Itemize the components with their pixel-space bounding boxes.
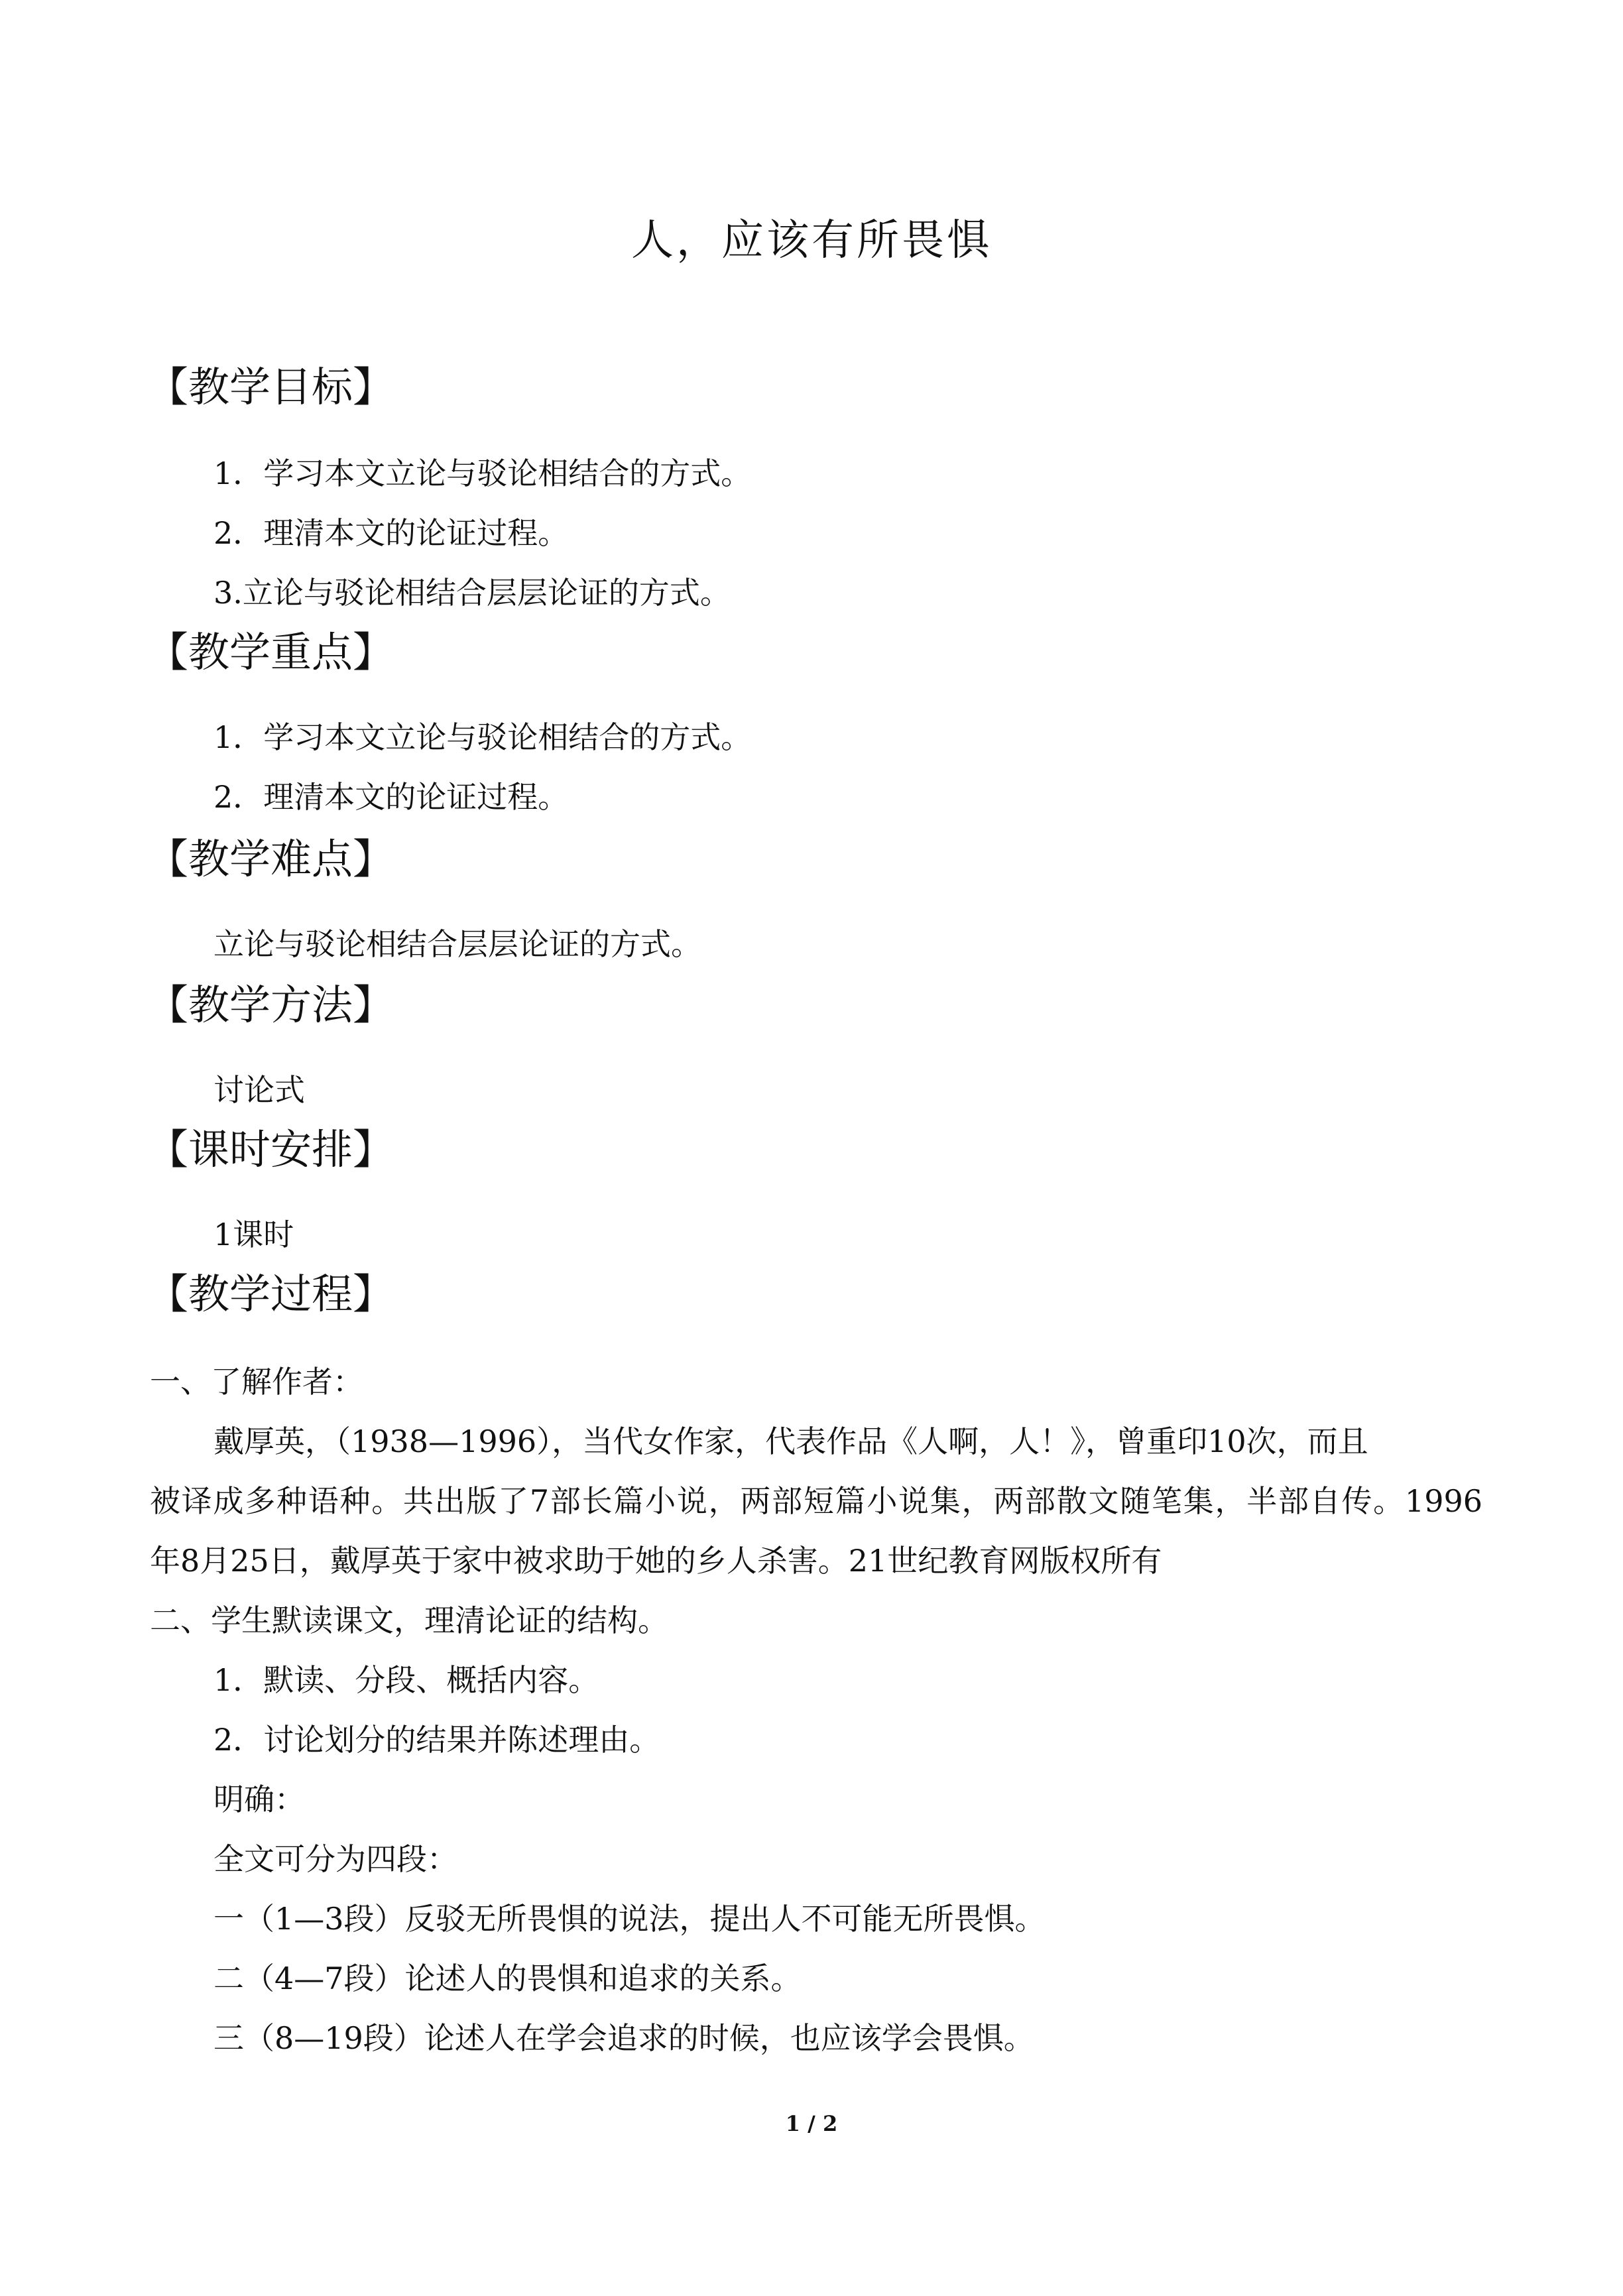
process-part2-item: 全文可分为四段： <box>213 1841 457 1877</box>
process-part1-heading: 一、了解作者： <box>150 1364 363 1400</box>
section-heading-difficulties: 【教学难点】 <box>147 835 394 883</box>
process-part2-item: 三（8—19段）论述人在学会追求的时候，也应该学会畏惧。 <box>213 2020 1034 2056</box>
section-heading-key-points: 【教学重点】 <box>147 628 394 676</box>
goal-item: 2．理清本文的论证过程。 <box>213 515 569 551</box>
process-part2-item: 2．讨论划分的结果并陈述理由。 <box>213 1722 660 1758</box>
section-heading-schedule: 【课时安排】 <box>147 1125 394 1174</box>
process-part2-item: 二（4—7段）论述人的畏惧和追求的关系。 <box>213 1961 802 1996</box>
author-paragraph-line: 被译成多种语种。共出版了7部长篇小说，两部短篇小说集，两部散文随笔集，半部自传。1996 <box>150 1483 1482 1519</box>
process-part2-item: 一（1—3段）反驳无所畏惧的说法，提出人不可能无所畏惧。 <box>213 1901 1046 1937</box>
difficulty-text: 立论与驳论相结合层层论证的方式。 <box>213 926 701 962</box>
section-heading-method: 【教学方法】 <box>147 981 394 1029</box>
method-text: 讨论式 <box>213 1072 305 1108</box>
schedule-text: 1课时 <box>213 1217 294 1252</box>
section-heading-process: 【教学过程】 <box>147 1270 394 1318</box>
author-paragraph-line: 年8月25日，戴厚英于家中被求助于她的乡人杀害。21世纪教育网版权所有 <box>150 1543 1162 1579</box>
key-point-item: 1．学习本文立论与驳论相结合的方式。 <box>213 719 752 755</box>
goal-item: 1．学习本文立论与驳论相结合的方式。 <box>213 455 752 491</box>
page-indicator: 1 / 2 <box>785 2111 838 2136</box>
section-heading-goals: 【教学目标】 <box>147 363 394 411</box>
process-part2-item: 1．默读、分段、概括内容。 <box>213 1662 599 1698</box>
goal-item: 3.立论与驳论相结合层层论证的方式。 <box>213 575 731 611</box>
document-title: 人，应该有所畏惧 <box>631 216 992 265</box>
process-part2-heading: 二、学生默读课文，理清论证的结构。 <box>150 1602 668 1638</box>
key-point-item: 2．理清本文的论证过程。 <box>213 779 569 815</box>
author-paragraph-line: 戴厚英，（1938—1996），当代女作家，代表作品《人啊，人！》，曾重印10次，而且 <box>213 1423 1368 1459</box>
process-part2-item: 明确： <box>213 1782 305 1817</box>
